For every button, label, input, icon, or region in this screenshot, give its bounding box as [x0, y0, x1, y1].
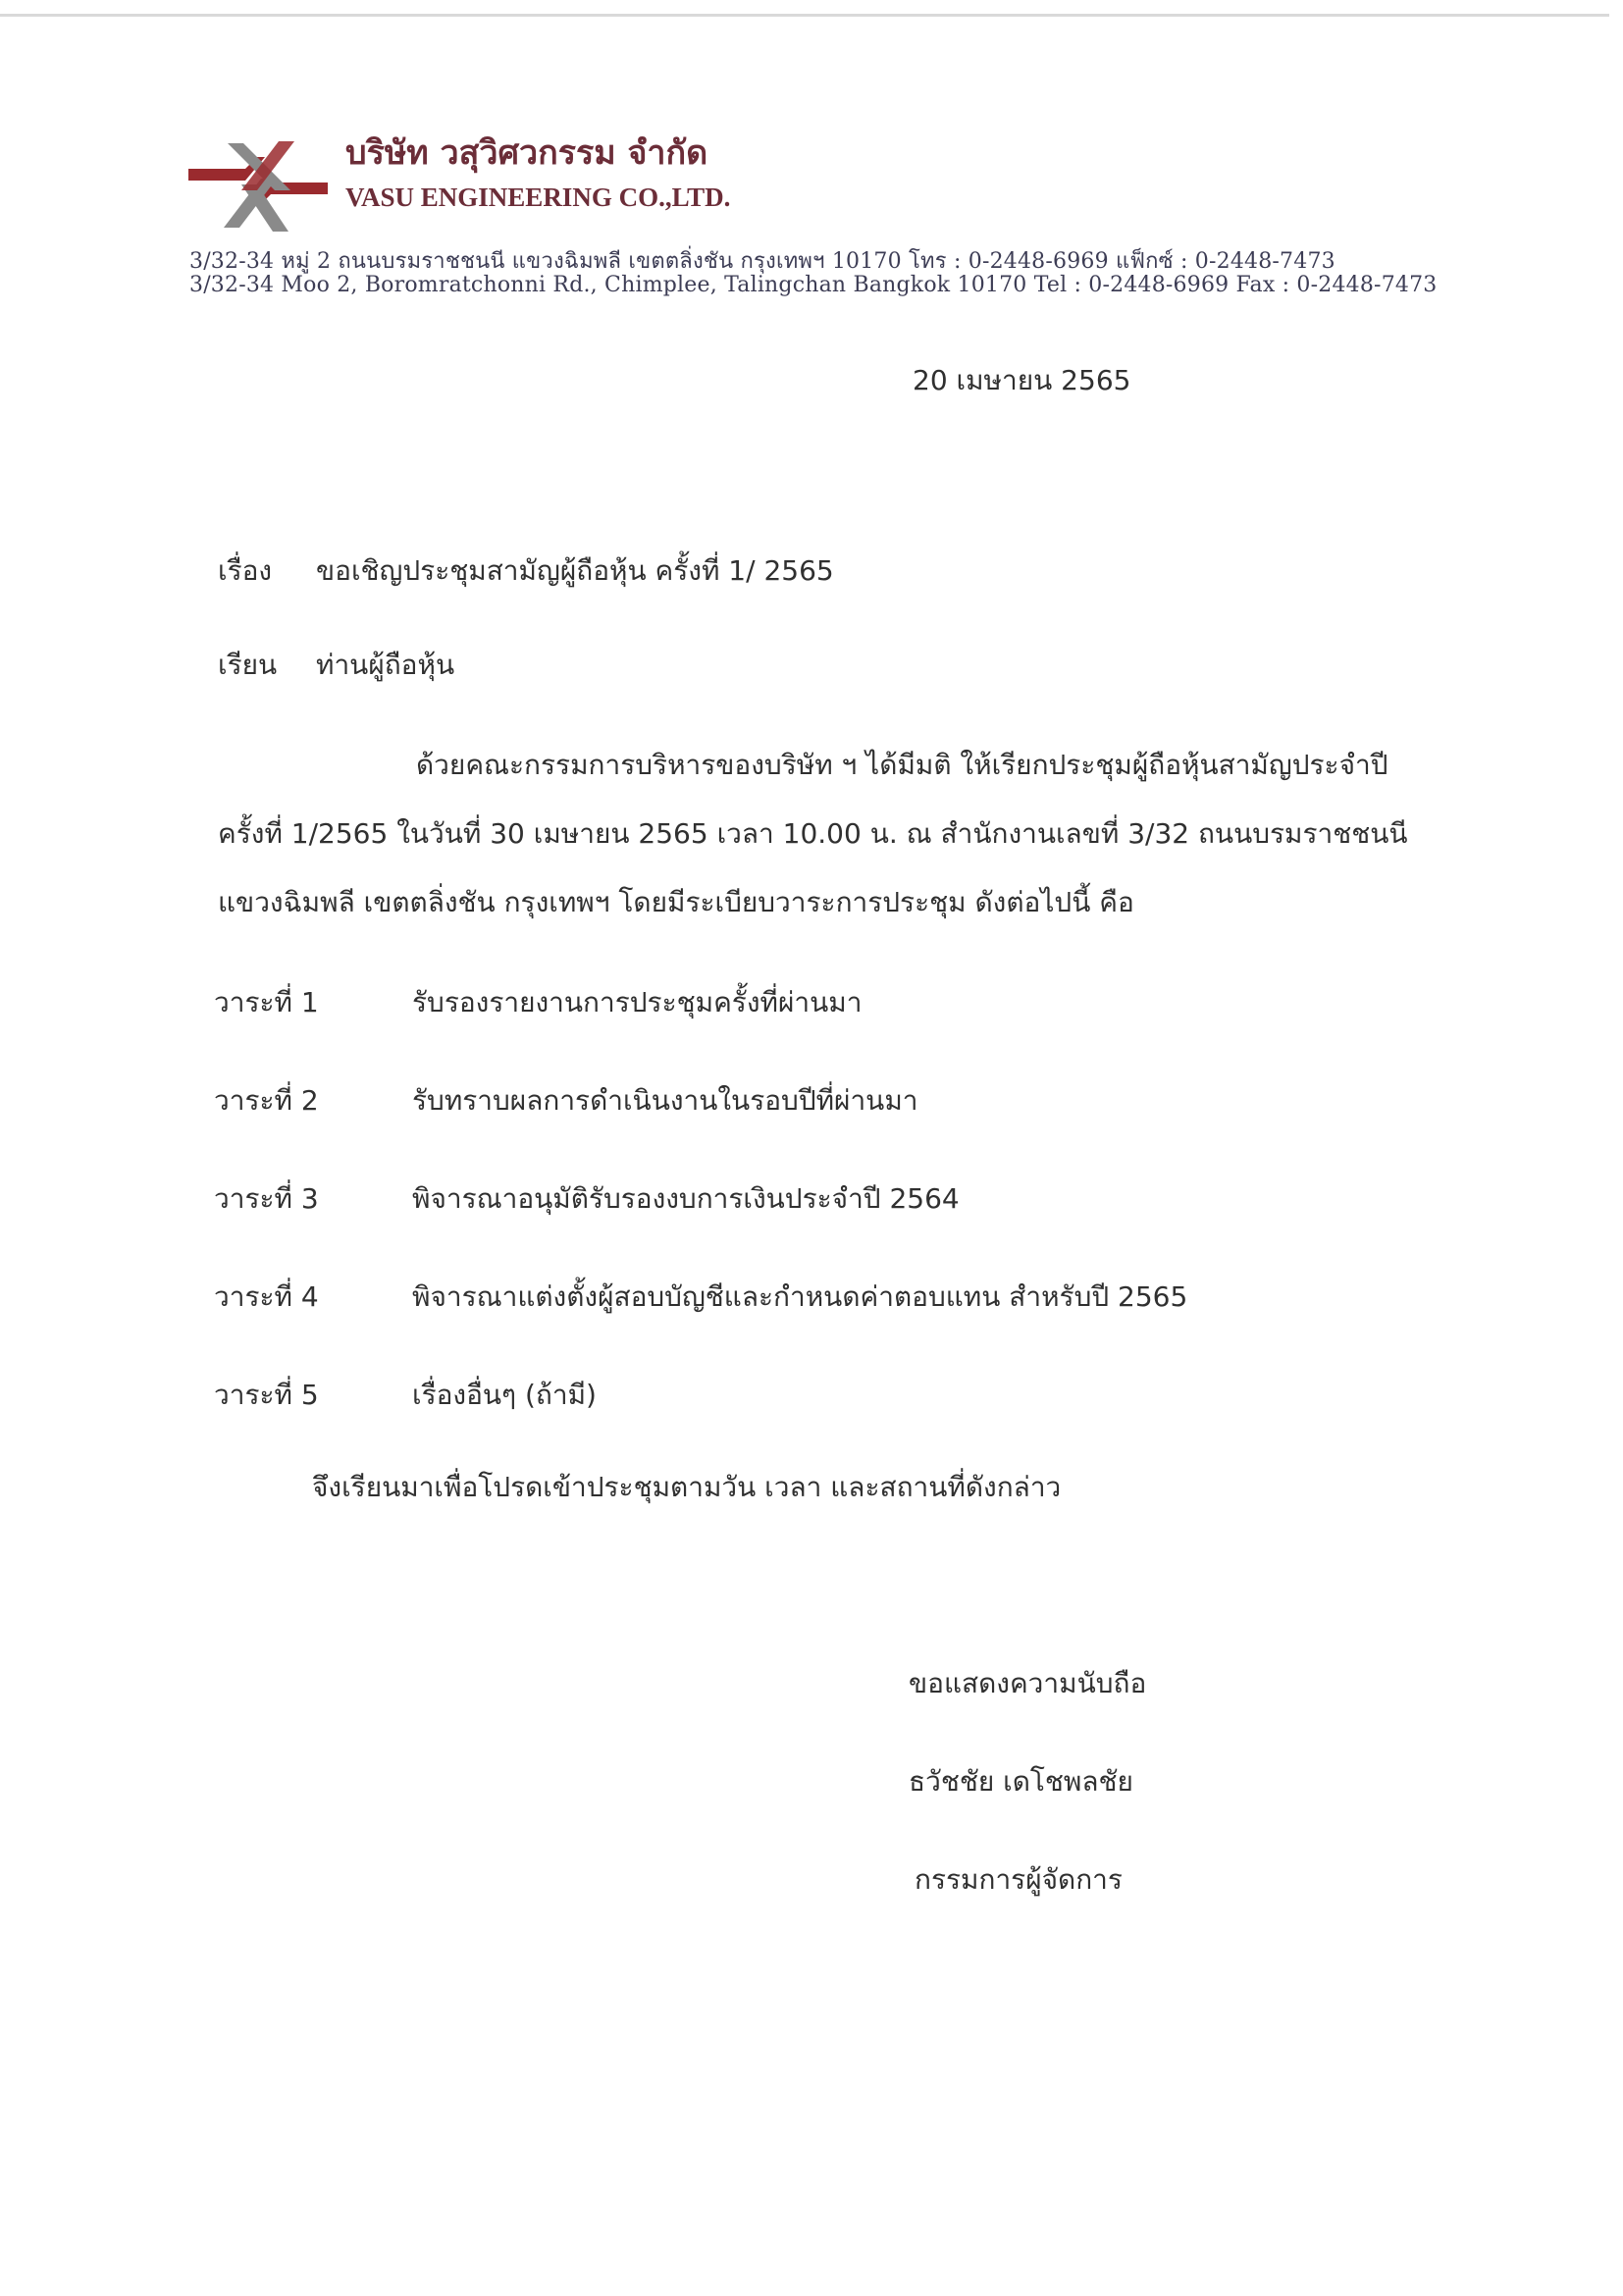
subject-text: ขอเชิญประชุมสามัญผู้ถือหุ้น ครั้งที่ 1/ 2565	[316, 554, 834, 587]
agenda-label: วาระที่ 4	[214, 1280, 319, 1313]
company-name-thai: บริษัท วสุวิศวกรรม จำกัด	[345, 133, 708, 173]
salutation-label: เรียน	[218, 649, 278, 681]
address-thai: 3/32-34 หมู่ 2 ถนนบรมราชชนนี แขวงฉิมพลี เขตตลิ่งชัน กรุงเทพฯ 10170 โทร : 0-2448-6969 แฟ็กซ์ : 0-2448-7473	[189, 249, 1335, 274]
signer-title: กรรมการผู้จัดการ	[915, 1863, 1123, 1896]
agenda-item: รับรองรายงานการประชุมครั้งที่ผ่านมา	[412, 986, 863, 1018]
body-line: ด้วยคณะกรรมการบริหารของบริษัท ฯ ได้มีมติ ให้เรียกประชุมผู้ถือหุ้นสามัญประจำปี	[416, 749, 1388, 781]
body-line: แขวงฉิมพลี เขตตลิ่งชัน กรุงเทพฯ โดยมีระเบียบวาระการประชุม ดังต่อไปนี้ คือ	[218, 886, 1134, 918]
company-name-english: VASU ENGINEERING CO.,LTD.	[345, 183, 731, 212]
agenda-label: วาระที่ 3	[214, 1182, 319, 1215]
body-line: ครั้งที่ 1/2565 ในวันที่ 30 เมษายน 2565 เวลา 10.00 น. ณ สำนักงานเลขที่ 3/32 ถนนบรมราชชนนี	[218, 817, 1408, 850]
agenda-item: พิจารณาแต่งตั้งผู้สอบบัญชีและกำหนดค่าตอบแทน สำหรับปี 2565	[412, 1280, 1188, 1313]
scan-edge-line	[0, 14, 1609, 17]
agenda-label: วาระที่ 5	[214, 1379, 319, 1411]
closing-sentence: จึงเรียนมาเพื่อโปรดเข้าประชุมตามวัน เวลา และสถานที่ดังกล่าว	[312, 1471, 1062, 1503]
salutation-recipient: ท่านผู้ถือหุ้น	[316, 649, 455, 681]
agenda-item: รับทราบผลการดำเนินงานในรอบปีที่ผ่านมา	[412, 1084, 918, 1117]
complimentary-close: ขอแสดงความนับถือ	[909, 1667, 1147, 1699]
company-logo	[188, 139, 328, 235]
agenda-label: วาระที่ 2	[214, 1084, 319, 1117]
signer-name: ธวัชชัย เดโชพลชัย	[909, 1765, 1133, 1798]
letter-date: 20 เมษายน 2565	[913, 364, 1131, 396]
agenda-item: พิจารณาอนุมัติรับรองงบการเงินประจำปี 2564	[412, 1182, 960, 1215]
address-english: 3/32-34 Moo 2, Boromratchonni Rd., Chimplee, Talingchan Bangkok 10170 Tel : 0-2448-6969 Fax : 0-2448-7473	[189, 273, 1438, 297]
subject-label: เรื่อง	[218, 554, 273, 587]
agenda-item: เรื่องอื่นๆ (ถ้ามี)	[412, 1379, 597, 1411]
agenda-label: วาระที่ 1	[214, 986, 319, 1018]
